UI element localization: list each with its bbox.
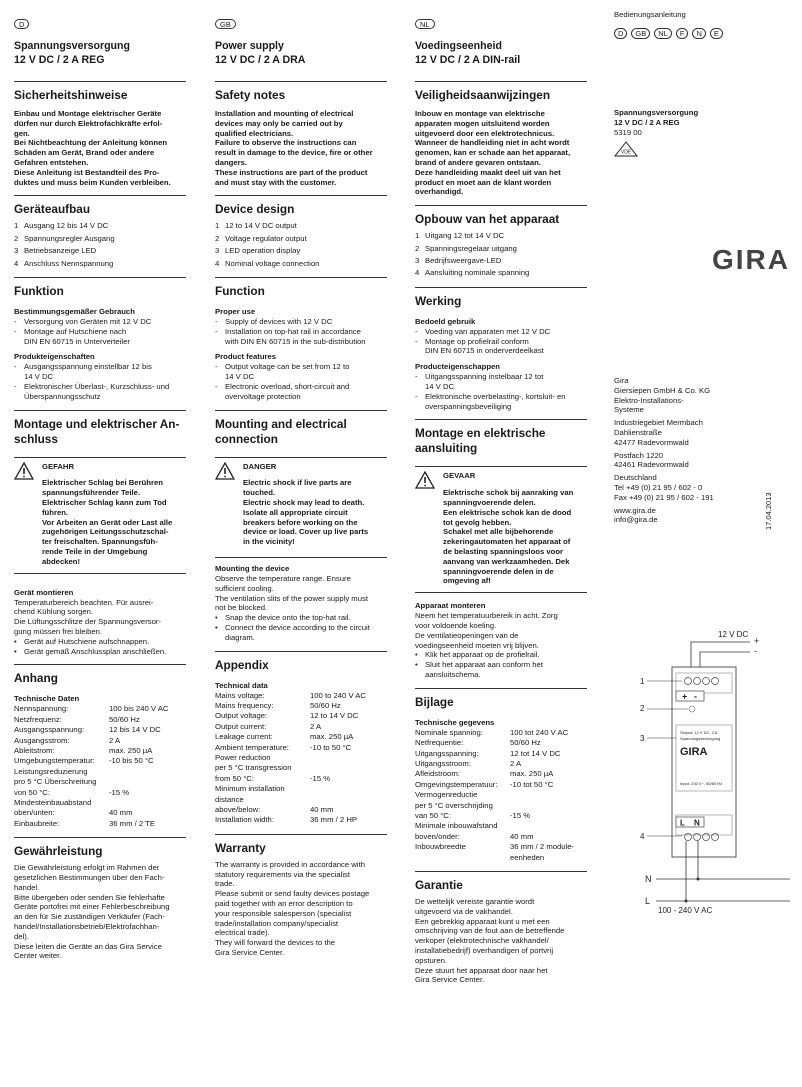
subheading-proper-use: Bedoeld gebruik xyxy=(415,316,476,326)
language-list: D GB NL F N E xyxy=(614,23,794,41)
danger-label: DANGER xyxy=(243,461,277,471)
company-address: Gira Giersiepen GmbH & Co. KG Elektro-Installations- Systeme Industriegebiet Mermbach Dahlienstraße 42477 Radevormwald Postfach 1220 42461 Radevormwald Deutschland Tel +49 (0) 21 95 / 602 - 0 Fax +49 (0) 21 95 / 602 - 191 www.gira.de info@gira.de xyxy=(614,376,714,525)
product-info: Spannungsversorgung 12 V DC / 2 A REG 5319 00 VDE xyxy=(614,108,794,162)
divider xyxy=(415,419,587,420)
warranty-text: Die Gewährleistung erfolgt im Rahmen der gesetzlichen Bestimmungen über den Fach- handel. Bitte übergeben oder senden Sie fehlerhafte Geräte portofrei mit einer Fehlerbeschreibung an den für Sie zuständigen Verkäufer (Fach- handel/Installationsbetrieb/Elektrofachhan- del). Diese leiten die Geräte an das Gira Service Center weiter. xyxy=(14,863,170,961)
divider xyxy=(14,573,186,574)
danger-box xyxy=(14,462,186,567)
column-english xyxy=(215,14,387,958)
language-badge: GB xyxy=(215,19,236,29)
heading-function: Function xyxy=(215,284,265,298)
feature-item: - Output voltage can be set from 12 to 14 V DC xyxy=(215,362,350,382)
subheading-proper-use: Proper use xyxy=(215,307,256,316)
feature-item: - Uitgangsspanning instelbaar 12 tot 14 V DC xyxy=(415,372,544,391)
use-item: - Montage auf Hutschiene nach DIN EN 60715 in Unterverteiler xyxy=(14,326,130,346)
product-title: Spannungsversorgung 12 V DC / 2 A REG xyxy=(14,40,130,66)
warranty-text: De wettelijk vereiste garantie wordt uitgevoerd via de vakhandel. Een gebrekkig apparaat kunt u met een omschrijving van de fout aan de betreffende verkoper (elektrotechnische vakhandel/ installatiebedrijf) overhandigen of portvrij opsturen. Deze stuurt het apparaat door naar het Gira Service Center. xyxy=(415,897,565,985)
feature-item: - Elektronischer Überlast-, Kurzschluss- und Überspannungsschutz xyxy=(14,381,170,401)
heading-function: Funktion xyxy=(14,284,64,298)
divider xyxy=(215,195,387,196)
divider xyxy=(215,410,387,411)
danger-text: Elektrischer Schlag bei Berühren spannungsführender Teile. Elektrischer Schlag kann zum Tod führen. Vor Arbeiten an Gerät oder Last alle zugehörigen Leitungsschutzschal- ter freischalten. Spannungsfüh- rende Teile in der Umgebung abdecken! xyxy=(42,478,173,566)
mounting-text: Observe the temperature range. Ensure sufficient cooling. The ventilation slits of the power supply must not be blocked. xyxy=(215,573,368,613)
divider xyxy=(415,466,587,467)
subheading-proper-use: Bestimmungsgemäßer Gebrauch xyxy=(14,307,135,316)
subheading-features: Product features xyxy=(215,352,277,362)
heading-appendix: Anhang xyxy=(14,671,58,686)
svg-text:3: 3 xyxy=(640,734,645,743)
svg-text:4: 4 xyxy=(640,832,645,841)
divider xyxy=(14,410,186,411)
divider xyxy=(215,277,387,278)
divider xyxy=(415,287,587,288)
warranty-text: The warranty is provided in accordance with statutory requirements via the specialist trade. Please submit or send faulty devices postage paid together with an error description to your responsible salesperson (specialist trade/installation company/specialist electrical trade). They will forward the devices to the Gira Service Center. xyxy=(215,859,370,957)
feature-item: - Ausgangsspannung einstellbar 12 bis 14 V DC xyxy=(14,362,152,382)
divider xyxy=(215,651,387,652)
column-dutch xyxy=(415,14,587,985)
vde-mark-icon xyxy=(614,141,794,162)
danger-text: Electric shock if live parts are touched. Electric shock may lead to death. Isolate all appropriate circuit breakers before working on the device or load. Cover up live parts in the vicinity! xyxy=(243,478,369,547)
technical-data-table: Nominale spanning: 100 tot 240 V AC Netfrequentie: 50/60 Hz Uitgangsspanning: 12 tot 14 V DC Uitgangsstroom: 2 A Afleidstroom: max. 250 µA Omgevingstemperatuur: -10 tot 50 °C Vermogenreductie per 5 °C overschrijding van 50 °C: -15 % Minimale inbouwafstand boven/onder: 40 mm Inbouwbreedte 36 mm / 2 module- eenheden xyxy=(415,727,575,862)
danger-text: Elektrische schok bij aanraking van spanningvoerende delen. Een elektrische schok kan de dood tot gevolg hebben. Schakel met alle bijbehorende zekeringautomaten het apparaat of de belasting spanningsloos voor aanvang van werkzaamheden. Dek spanningvoerende delen in de omgeving af! xyxy=(443,488,574,586)
subheading-technical-data: Technische gegevens xyxy=(415,717,495,727)
subheading-mounting-device: Mounting the device xyxy=(215,563,290,573)
danger-box xyxy=(415,471,587,586)
heading-appendix: Appendix xyxy=(215,657,269,672)
heading-appendix: Bijlage xyxy=(415,694,454,709)
product-title: Voedingseenheid 12 V DC / 2 A DIN-rail xyxy=(415,40,521,66)
use-item: - Versorgung von Geräten mit 12 V DC xyxy=(14,317,152,326)
subheading-mounting-device: Gerät montieren xyxy=(14,587,74,597)
svg-text:2: 2 xyxy=(640,704,645,713)
divider xyxy=(415,81,587,82)
live-label: L xyxy=(645,896,651,906)
divider xyxy=(14,195,186,196)
wiring-diagram xyxy=(630,625,800,915)
use-item: - Montage op profielrail conform DIN EN 60715 in onderverdeelkast xyxy=(415,336,544,356)
heading-safety: Sicherheitshinweise xyxy=(14,88,128,102)
divider xyxy=(14,837,186,838)
safety-text: Inbouw en montage van elektrische apparaten mogen uitsluitend worden uitgevoerd door een elektrotechnicus. Wanneer de handleiding niet in acht wordt genomen, kan er schade aan het apparaat, brand of andere gevaren ontstaan. Deze handleiding maakt deel uit van het product en moet aan de klant worden overhandigd. xyxy=(415,109,571,197)
subheading-technical-data: Technical data xyxy=(215,680,268,690)
svg-text:-: - xyxy=(694,691,697,702)
heading-warranty: Warranty xyxy=(215,840,266,855)
minus-label: - xyxy=(754,646,757,656)
heading-device-design: Device design xyxy=(215,202,295,217)
input-voltage-label: 100 - 240 V AC xyxy=(658,906,713,915)
device-brand: GIRA xyxy=(680,746,708,758)
safety-text: Installation and mounting of electrical devices may only be carried out by qualified electricians. Failure to observe the instructions can result in damage to the device, fire or other dangers. These instructions are part of the product and must stay with the customer. xyxy=(215,109,373,187)
warning-triangle-icon xyxy=(14,462,42,567)
mounting-step: • Sluit het apparaat aan conform het aansluitschema. xyxy=(415,660,543,679)
language-badge: NL xyxy=(415,19,435,29)
mounting-text: Temperaturbereich beachten. Für ausrei- chend Kühlung sorgen. Die Lüftungsschlitze der Spannungsversor- gung müssen frei bleiben. xyxy=(14,597,161,636)
output-voltage-label: 12 V DC xyxy=(718,630,749,639)
divider xyxy=(215,834,387,835)
subheading-mounting-device: Apparaat monteren xyxy=(415,601,486,611)
heading-mounting: Montage en elektrische aansluiting xyxy=(415,426,546,456)
heading-device-design: Geräteaufbau xyxy=(14,202,91,217)
plus-label: + xyxy=(754,636,760,646)
heading-function: Werking xyxy=(415,293,462,308)
subheading-features: Producteigenschappen xyxy=(415,362,501,372)
danger-label: GEVAAR xyxy=(443,471,476,481)
divider xyxy=(215,81,387,82)
gira-logo: GIRA xyxy=(712,244,790,275)
divider xyxy=(415,688,587,689)
use-item: - Installation on top-hat rail in accordance with DIN EN 60715 in the sub-distribution xyxy=(215,326,366,346)
mounting-text: Neem het temperatuurbereik in acht. Zorg voor voldoende koeling. De ventilatieopeningen van de voedingseenheid moeten vrij blijven. xyxy=(415,611,558,650)
divider xyxy=(14,81,186,82)
danger-label: GEFAHR xyxy=(42,461,75,471)
heading-mounting: Montage und elektrischer An- schluss xyxy=(14,416,180,446)
divider xyxy=(14,664,186,665)
heading-mounting: Mounting and electrical connection xyxy=(215,416,347,446)
subheading-technical-data: Technische Daten xyxy=(14,694,80,704)
use-item: - Voeding van apparaten met 12 V DC xyxy=(415,326,551,336)
svg-text:Spannungsversorgung: Spannungsversorgung xyxy=(680,736,721,741)
svg-text:1: 1 xyxy=(640,677,645,686)
heading-warranty: Gewährleistung xyxy=(14,844,103,859)
terminal-n-label: N xyxy=(694,818,700,828)
parts-list: 1 12 to 14 V DC output 2 Voltage regulator output 3 LED operation display 4 Nominal voltage connection xyxy=(215,221,320,268)
polarity-label-box xyxy=(676,691,704,701)
neutral-label: N xyxy=(645,874,652,884)
svg-text:+: + xyxy=(682,691,688,702)
danger-box xyxy=(215,462,387,547)
divider xyxy=(14,457,186,458)
divider xyxy=(215,457,387,458)
warning-triangle-icon xyxy=(215,462,243,547)
product-title: Power supply 12 V DC / 2 A DRA xyxy=(215,40,306,66)
divider xyxy=(415,592,587,593)
divider xyxy=(215,557,387,558)
divider xyxy=(14,277,186,278)
technical-data-table: Nennspannung: 100 bis 240 V AC Netzfrequenz: 50/60 Hz Ausgangsspannung: 12 bis 14 V DC Ausgangsstrom: 2 A Ableitstrom: max. 250 µA Umgebungstemperatur: -10 bis 50 °C Leistungsreduzierung pro 5 °C Überschreitung von 50 °C: -15 % Mindesteinbauabstand oben/unten: 40 mm Einbaubreite: 36 mm / 2 TE xyxy=(14,704,169,828)
language-badge: D xyxy=(14,19,29,29)
warning-triangle-icon xyxy=(415,471,443,586)
heading-safety: Veiligheidsaanwijzingen xyxy=(415,88,551,102)
terminal-l-label: L xyxy=(680,818,685,828)
mounting-step: • Snap the device onto the top-hat rail. xyxy=(215,613,351,623)
mounting-step: • Gerät auf Hutschiene aufschnappen. xyxy=(14,636,150,646)
article-number: 5319 00 xyxy=(614,127,642,137)
date-label: 17.04.2013 xyxy=(764,492,773,530)
parts-list: 1 Ausgang 12 bis 14 V DC 2 Spannungsregler Ausgang 3 Betriebsanzeige LED 4 Anschluss Nennspannung xyxy=(14,221,115,268)
divider xyxy=(415,205,587,206)
mounting-step: • Connect the device according to the circuit diagram. xyxy=(215,622,370,642)
technical-data-table: Mains voltage: 100 to 240 V AC Mains frequency: 50/60 Hz Output voltage: 12 to 14 V DC Output current: 2 A Leakage current: max. 250 µA Ambient temperature: -10 to 50 °C Power reduction per 5 °C transgression from 50 °C: -15 % Minimum installation distance above/below: 40 mm Installation width: 36 mm / 2 HP xyxy=(215,690,366,825)
heading-warranty: Garantie xyxy=(415,878,463,892)
column-side xyxy=(614,10,794,530)
subheading-features: Produkteigenschaften xyxy=(14,352,95,362)
svg-text:VDE: VDE xyxy=(620,149,632,156)
mounting-step: • Klik het apparaat op de profielrail. xyxy=(415,650,540,660)
use-item: - Supply of devices with 12 V DC xyxy=(215,317,333,326)
feature-item: - Electronic overload, short-circuit and overvoltage protection xyxy=(215,381,350,401)
manual-label: Bedienungsanleitung xyxy=(614,10,686,19)
column-german xyxy=(14,14,186,961)
heading-device-design: Opbouw van het apparaat xyxy=(415,212,560,227)
safety-text: Einbau und Montage elektrischer Geräte dürfen nur durch Elektrofachkräfte erfol- gen. Bei Nichtbeachtung der Anleitung können Schäden am Gerät, Brand oder andere Gefahren entstehen. Diese Anleitung ist Bestandteil des Pro- duktes und muss beim Kunden verbleiben. xyxy=(14,109,171,187)
feature-item: - Elektronische overbelasting-, kortsluit- en overspanningsbeveiliging xyxy=(415,391,566,411)
mounting-step: • Gerät gemäß Anschlussplan anschließen. xyxy=(14,646,167,656)
divider xyxy=(415,871,587,872)
svg-text:Input: 230 V~, 50/60 Hz: Input: 230 V~, 50/60 Hz xyxy=(680,781,723,786)
svg-text:Output: 12 V DC, 2 A: Output: 12 V DC, 2 A xyxy=(680,730,718,735)
heading-safety: Safety notes xyxy=(215,88,286,102)
parts-list: 1 Uitgang 12 tot 14 V DC 2 Spanningsregelaar uitgang 3 Bedrijfsweergave-LED 4 Aansluiting nominale spanning xyxy=(415,231,530,278)
